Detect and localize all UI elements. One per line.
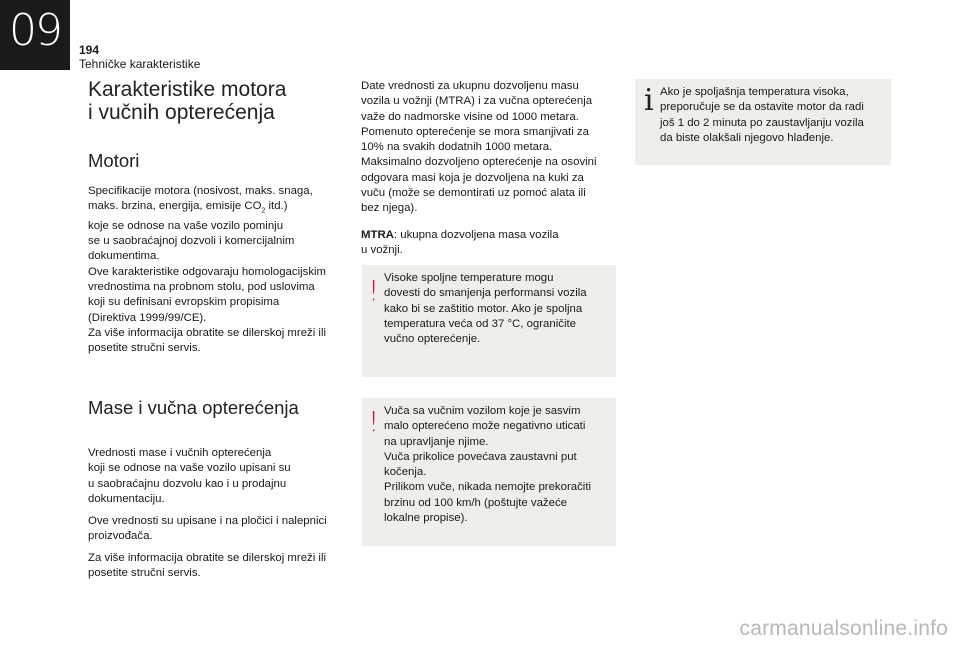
warning-exclamation-icon: ! [368, 274, 380, 307]
engines-line: Specifikacije motora (nosivost, maks. snaga, [88, 185, 313, 197]
masses-line: koji se odnose na vaše vozilo upisani su [88, 462, 291, 475]
warning-line: Prilikom vuče, nikada nemojte prekoračiti [384, 481, 592, 494]
column2-line: 10% na svakih dodatnih 1000 metara. [361, 141, 553, 154]
page-title-line2: i vučnih opterećenja [88, 101, 275, 124]
info-box-cooling [635, 79, 891, 165]
warning-box-temperature [362, 265, 616, 377]
masses-line: Vrednosti mase i vučnih opterećenja [88, 447, 272, 459]
section-name: Tehničke karakteristike [79, 57, 201, 71]
warning-text [384, 404, 612, 526]
engines-line: itd.) [265, 200, 288, 213]
masses-paragraph-1 [88, 446, 346, 507]
page-title [88, 78, 348, 124]
info-text [660, 85, 886, 146]
column2-line: vuču (može se demontirati uz pomoć alata ili [361, 187, 586, 200]
engines-line: posetite stručni servis. [88, 342, 201, 355]
warning-line: dovesti do smanjenja performansi vozila [384, 287, 587, 300]
warning-text [384, 271, 612, 347]
engines-line: (Direktiva 1999/99/CE). [88, 311, 207, 324]
info-line: preporučuje se da ostavite motor da radi [660, 101, 864, 114]
masses-line: u saobraćajnu dozvolu kao i u prodajnu [88, 477, 287, 490]
warning-line: brzinu od 100 km/h (poštujte važeće [384, 496, 567, 509]
masses-paragraph-3 [88, 551, 346, 582]
watermark: carmanualsonline.info [739, 617, 948, 640]
column2-line: odgovara masi koja je dozvoljena na kuki za [361, 171, 584, 184]
masses-paragraph-2 [88, 514, 346, 545]
masses-line: Ove vrednosti su upisane i na pločici i nalepnici [88, 515, 327, 527]
masses-line: Za više informacija obratite se dilerskoj mreži ili [88, 552, 327, 564]
warning-line: lokalne propise). [384, 512, 468, 525]
info-line: da biste olakšali njegovo hlađenje. [660, 131, 834, 144]
column2-line: Maksimalno dozvoljeno opterećenje na osovini [361, 156, 597, 169]
masses-line: posetite stručni servis. [88, 567, 201, 580]
engines-line: maks. brzina, energija, emisije CO [88, 200, 262, 213]
warning-line: vučno opterećenje. [384, 333, 481, 346]
warning-exclamation-icon: ! [368, 405, 380, 438]
info-icon: i [644, 83, 654, 118]
warning-line: kako bi se zaštitio motor. Ako je spoljna [384, 302, 583, 315]
column2-line: Date vrednosti za ukupnu dozvoljenu masu [361, 80, 579, 92]
engines-heading: Motori [88, 150, 140, 171]
warning-line: temperatura veća od 37 °C, ograničite [384, 317, 576, 330]
info-line: Ako je spoljašnja temperatura visoka, [660, 86, 849, 98]
masses-heading: Mase i vučna opterećenja [88, 397, 299, 418]
engines-paragraph [88, 184, 346, 357]
warning-line: kočenja. [384, 466, 427, 479]
warning-line: malo opterećeno može negativno uticati [384, 420, 586, 433]
mtra-term: MTRA [361, 229, 394, 241]
engines-line: se u saobraćajnoj dozvoli i komercijalnim [88, 235, 295, 248]
page-number: 194 [79, 43, 100, 57]
page-title-line1: Karakteristike motora [88, 78, 287, 101]
masses-line: dokumentaciju. [88, 492, 165, 505]
column2-line: Pomenuto opterećenje se mora smanjivati za [361, 125, 589, 138]
info-line: još 1 do 2 minuta po zaustavljanju vozila [660, 116, 864, 129]
warning-line: Vuča prikolice povećava zaustavni put [384, 450, 577, 463]
warning-line: na upravljanje njime. [384, 435, 489, 448]
mtra-definition [361, 228, 619, 259]
co2-subscript: 2 [261, 207, 266, 215]
column2-line: bez njega). [361, 202, 418, 215]
engines-line: Ove karakteristike odgovaraju homologacijskim [88, 265, 327, 278]
column2-line: vozila u vožnji (MTRA) i za vučna opterećenja [361, 95, 593, 108]
mtra-definition-text: : ukupna dozvoljena masa vozila [393, 229, 559, 241]
engines-line: dokumentima. [88, 250, 160, 263]
chapter-tab: 09 [0, 0, 70, 70]
engines-line: vrednostima na probnom stolu, pod uslovima [88, 281, 315, 294]
warning-box-towing [362, 398, 616, 546]
column2-line: važe do nadmorske visine od 1000 metara. [361, 110, 579, 123]
masses-line: proizvođača. [88, 530, 153, 543]
warning-line: Vuča sa vučnim vozilom koje je sasvim [384, 405, 581, 417]
engines-line: koje se odnose na vaše vozilo pominju [88, 219, 284, 232]
warning-line: Visoke spoljne temperature mogu [384, 272, 554, 284]
mass-values-paragraph [361, 79, 619, 217]
mtra-definition-text: u vožnji. [361, 244, 403, 257]
engines-line: Za više informacija obratite se dilerskoj mreži ili [88, 326, 327, 339]
engines-line: koji su definisani evropskim propisima [88, 296, 280, 309]
